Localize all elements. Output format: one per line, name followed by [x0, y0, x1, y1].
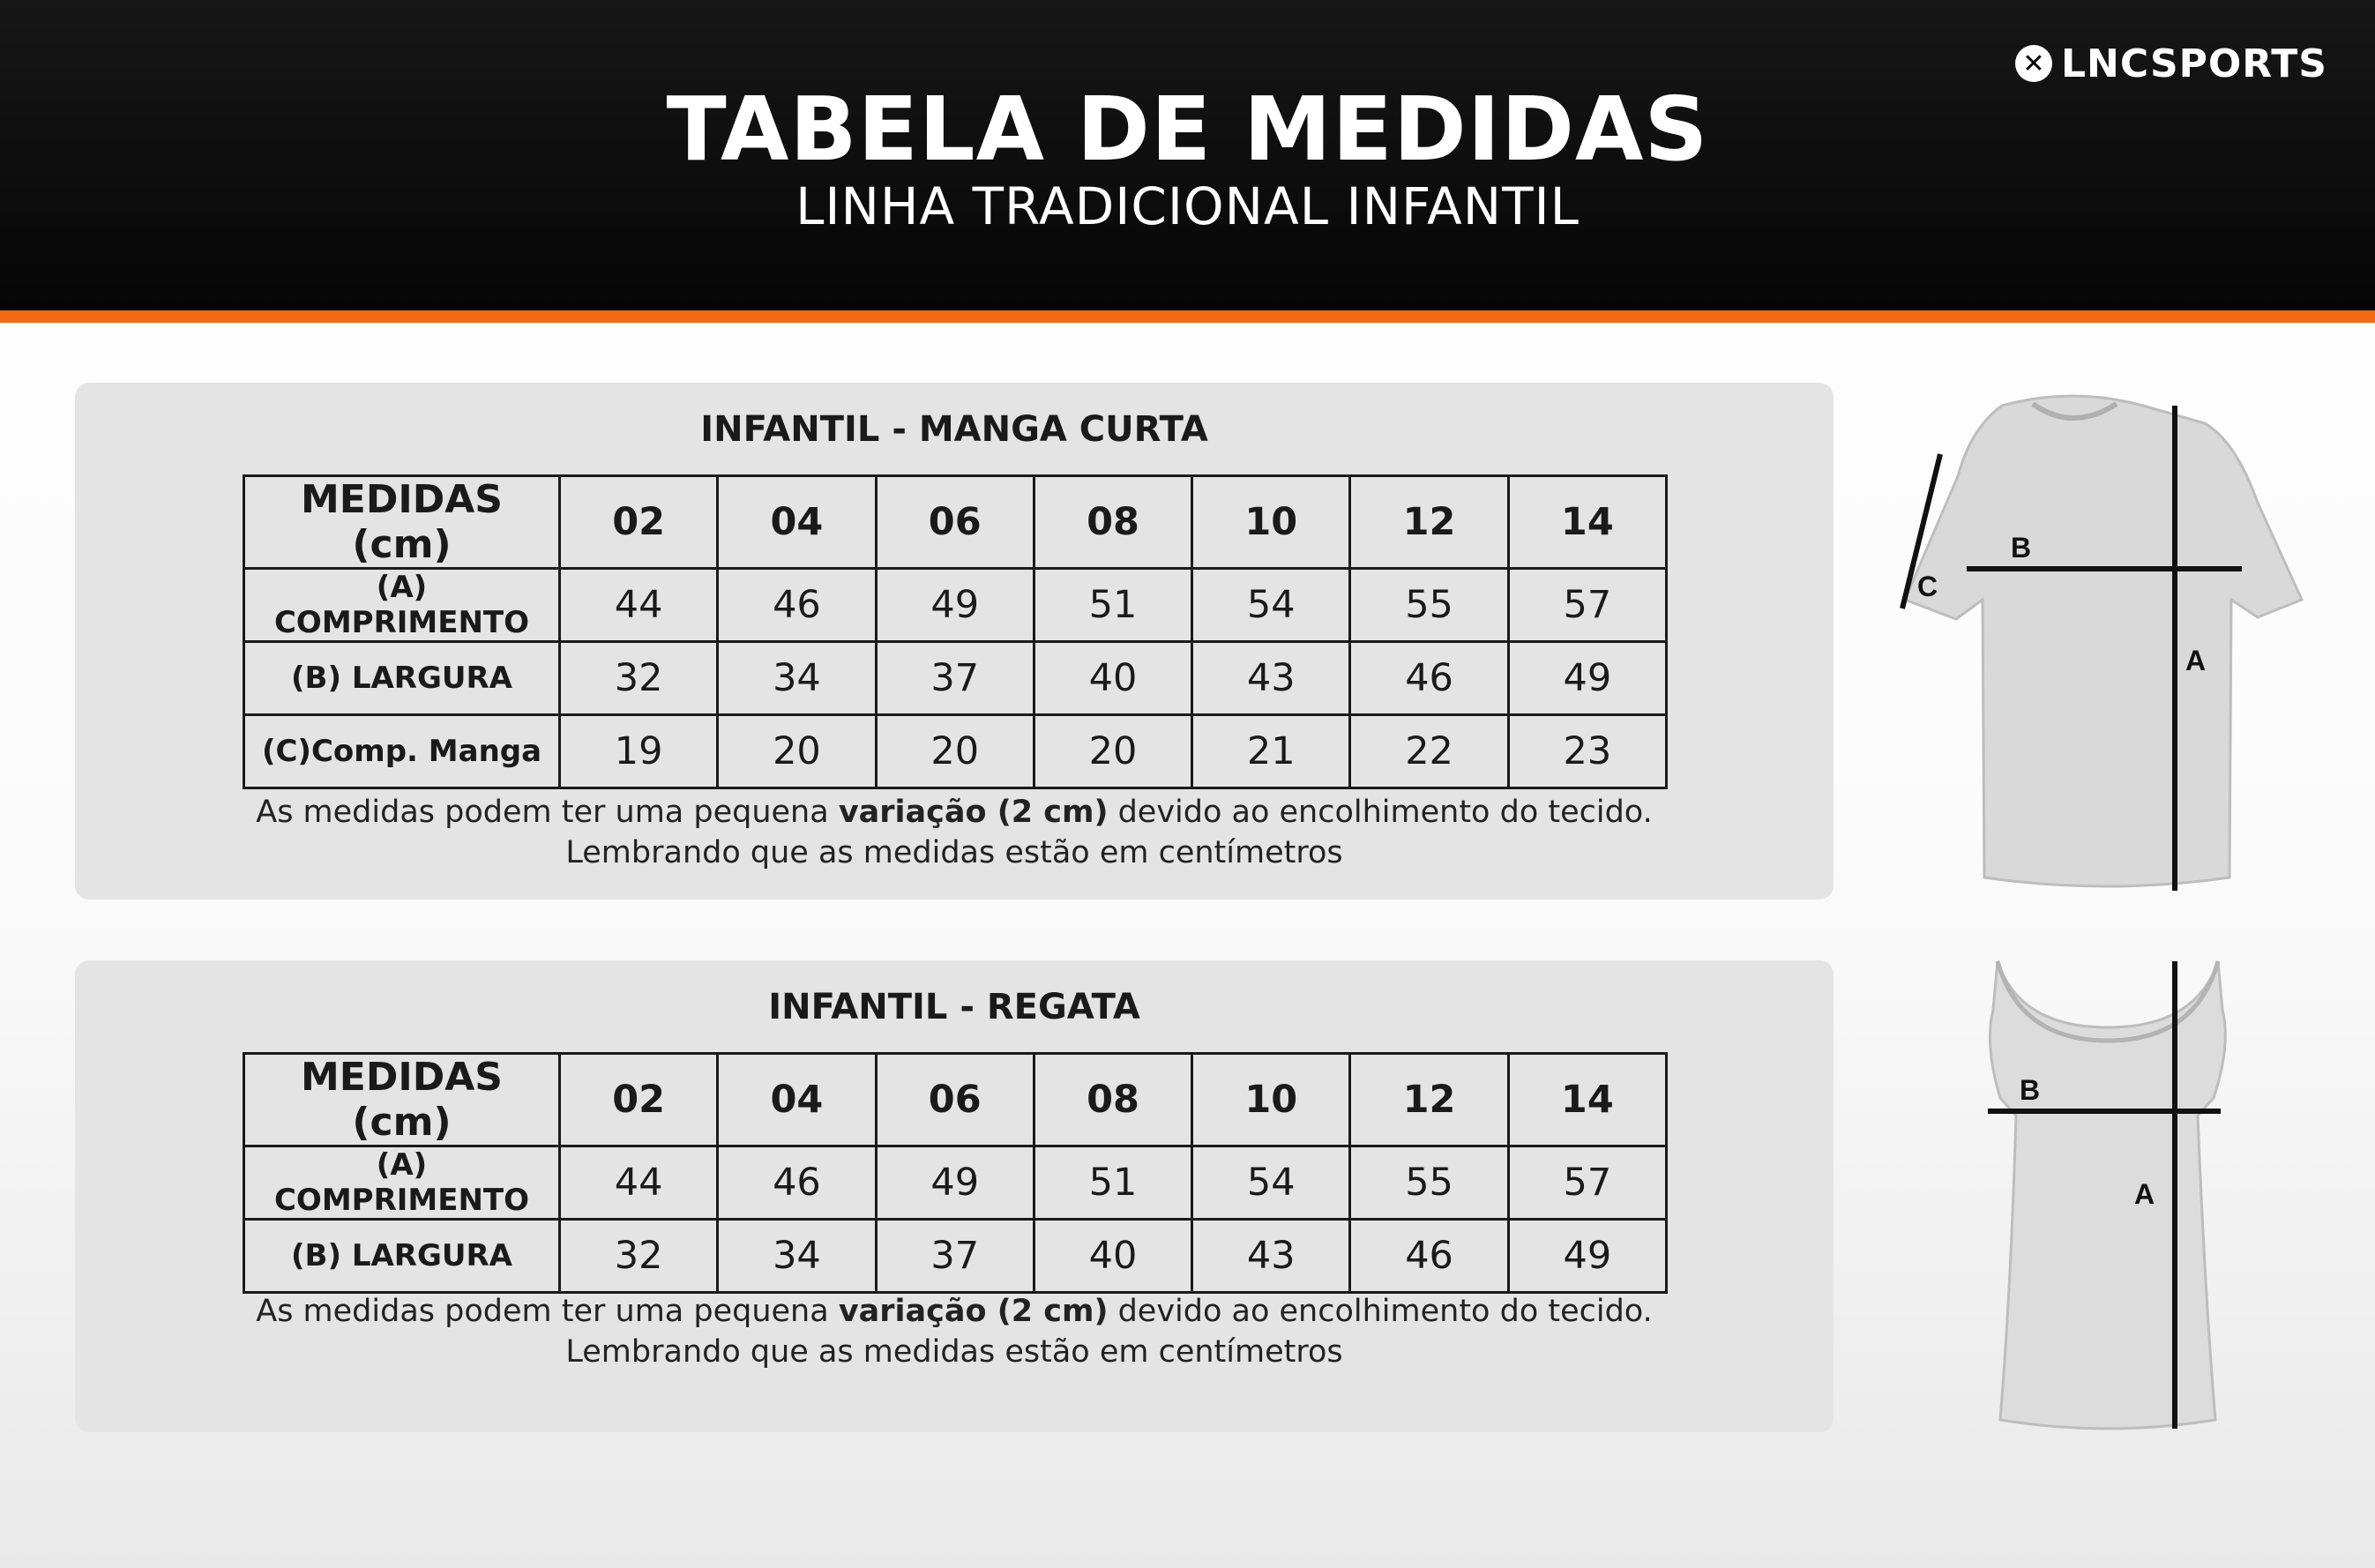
label-a: A: [2185, 645, 2207, 676]
table-row: [244, 1220, 1667, 1293]
row-label: (B) LARGURA: [244, 642, 560, 715]
table-cell: 43: [1192, 642, 1350, 715]
table-cell: 20: [876, 715, 1034, 788]
column-header: 14: [1508, 1054, 1666, 1146]
table-cell: 20: [1034, 715, 1191, 788]
column-header: 02: [560, 476, 718, 569]
short-sleeve-panel: [75, 383, 1834, 900]
table-cell: 34: [718, 1220, 876, 1293]
note-line-2: Lembrando que as medidas estão em centímetros: [565, 835, 1343, 870]
table-cell: 21: [1192, 715, 1350, 788]
table-cell: 20: [718, 715, 876, 788]
column-header: 08: [1034, 1054, 1191, 1146]
tank-diagram: [1967, 957, 2249, 1433]
column-header: 12: [1350, 1054, 1508, 1146]
table-row: [244, 715, 1667, 788]
column-header: 10: [1192, 476, 1350, 569]
table-cell: 43: [1192, 1220, 1350, 1293]
row-label: (C)Comp. Manga: [244, 715, 560, 788]
column-header: 02: [560, 1054, 718, 1146]
column-header: 06: [876, 476, 1034, 569]
table-cell: 51: [1034, 1146, 1191, 1220]
tank-shape: [1990, 961, 2225, 1429]
table-cell: 34: [718, 642, 876, 715]
column-header: 12: [1350, 476, 1508, 569]
column-header: 06: [876, 1054, 1034, 1146]
table-row: [244, 642, 1667, 715]
column-header: 10: [1192, 1054, 1350, 1146]
column-header: MEDIDAS (cm): [244, 1054, 560, 1146]
note-line-1: As medidas podem ter uma pequena variação (2 cm) devido ao encolhimento do tecido.: [256, 1294, 1653, 1329]
table-row: [244, 569, 1667, 642]
tshirt-diagram: [1896, 388, 2311, 900]
note-line-2: Lembrando que as medidas estão em centímetros: [565, 1334, 1343, 1370]
table-cell: 46: [1350, 642, 1508, 715]
table-cell: 51: [1034, 569, 1191, 642]
page-title: TABELA DE MEDIDAS: [666, 78, 1709, 181]
label-c: C: [1917, 571, 1938, 602]
table-cell: 55: [1350, 569, 1508, 642]
table-cell: 22: [1350, 715, 1508, 788]
column-header: MEDIDAS (cm): [244, 476, 560, 569]
table-cell: 49: [1508, 1220, 1666, 1293]
accent-stripe: [0, 310, 2375, 323]
label-a: A: [2134, 1178, 2155, 1210]
note-line-1: As medidas podem ter uma pequena variação (2 cm) devido ao encolhimento do tecido.: [256, 795, 1653, 830]
table-cell: 54: [1192, 1146, 1350, 1220]
page-subtitle: LINHA TRADICIONAL INFANTIL: [795, 176, 1580, 236]
table-cell: 46: [718, 1146, 876, 1220]
label-b: B: [2020, 1074, 2041, 1106]
table-header-row: [244, 476, 1667, 569]
table-cell: 49: [1508, 642, 1666, 715]
tank-panel: [75, 960, 1834, 1432]
brand-logo-text: LNCSPORTS: [2061, 41, 2327, 86]
table-cell: 40: [1034, 1220, 1191, 1293]
table-cell: 54: [1192, 569, 1350, 642]
table-cell: 46: [718, 569, 876, 642]
tank-size-table: [243, 1052, 1668, 1294]
table-cell: 44: [560, 1146, 718, 1220]
table-cell: 46: [1350, 1220, 1508, 1293]
shrinkage-note: [75, 792, 1834, 873]
table-cell: 49: [876, 1146, 1034, 1220]
table-cell: 57: [1508, 569, 1666, 642]
tank-title: INFANTIL - REGATA: [768, 987, 1140, 1027]
row-label: (A) COMPRIMENTO: [244, 1146, 560, 1220]
row-label: (A) COMPRIMENTO: [244, 569, 560, 642]
column-header: 04: [718, 476, 876, 569]
table-cell: 32: [560, 1220, 718, 1293]
table-cell: 40: [1034, 642, 1191, 715]
table-cell: 37: [876, 642, 1034, 715]
brand-mark-icon: ✕: [2015, 45, 2052, 82]
column-header: 04: [718, 1054, 876, 1146]
table-row: [244, 1146, 1667, 1220]
table-cell: 57: [1508, 1146, 1666, 1220]
table-cell: 44: [560, 569, 718, 642]
table-cell: 23: [1508, 715, 1666, 788]
table-cell: 32: [560, 642, 718, 715]
label-b: B: [2011, 532, 2032, 564]
row-label: (B) LARGURA: [244, 1220, 560, 1293]
tshirt-shape: [1905, 396, 2302, 886]
table-header-row: [244, 1054, 1667, 1146]
table-cell: 49: [876, 569, 1034, 642]
column-header: 14: [1508, 476, 1666, 569]
table-cell: 19: [560, 715, 718, 788]
shrinkage-note: [75, 1291, 1834, 1372]
short-sleeve-title: INFANTIL - MANGA CURTA: [700, 409, 1208, 450]
column-header: 08: [1034, 476, 1191, 569]
table-cell: 55: [1350, 1146, 1508, 1220]
short-sleeve-size-table: [243, 474, 1668, 789]
brand-logo: [2015, 39, 2327, 88]
table-cell: 37: [876, 1220, 1034, 1293]
